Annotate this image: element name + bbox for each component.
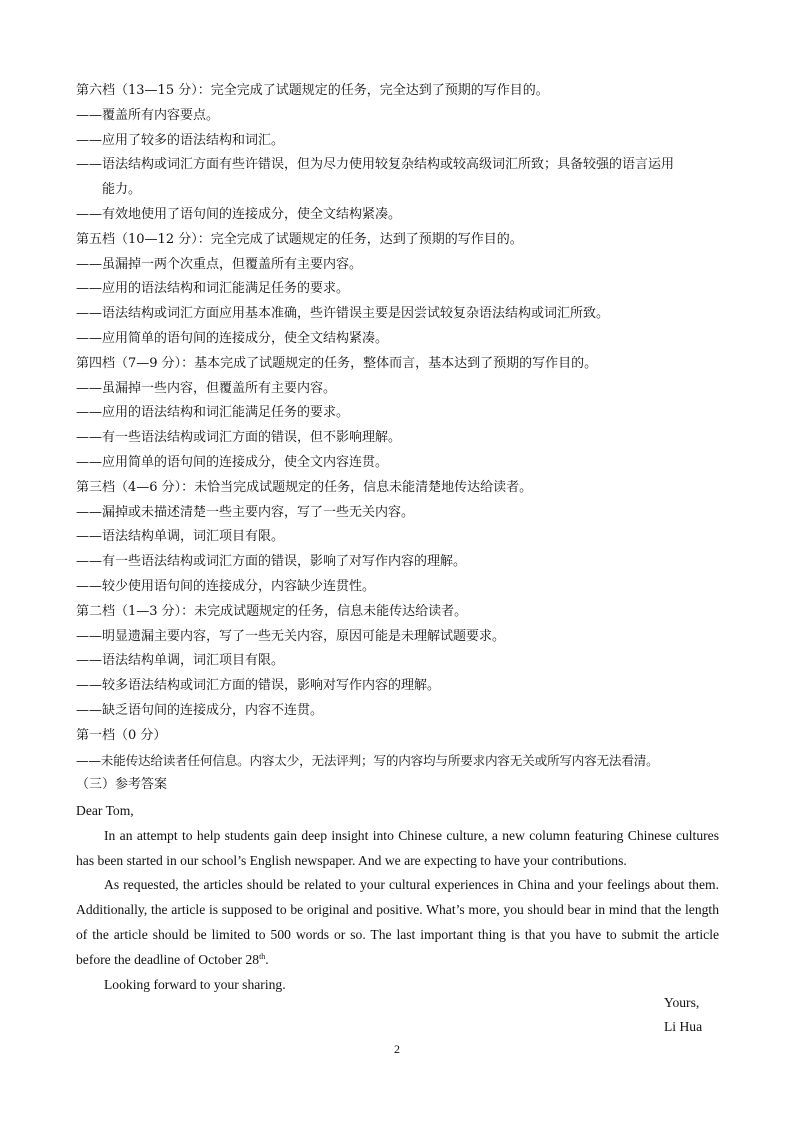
letter-salutation: Dear Tom, [76, 803, 134, 818]
letter-signature: Li Hua [664, 1019, 703, 1034]
rubric-line: ——较少使用语句间的连接成分，内容缺少连贯性。 [76, 578, 376, 594]
rubric-line: 第一档（0 分） [76, 727, 167, 743]
rubric-line: 第二档（1—3 分）：未完成试题规定的任务，信息未能传达给读者。 [76, 603, 468, 619]
letter-closing: Yours, [664, 995, 700, 1010]
rubric-line: 第五档（10—12 分）：完全完成了试题规定的任务，达到了预期的写作目的。 [76, 231, 523, 247]
rubric-line: ——语法结构或词汇方面有些许错误，但为尽力使用较复杂结构或较高级词汇所致；具备较强的语言运用 [76, 157, 675, 173]
rubric-line: ——缺乏语句间的连接成分，内容不连贯。 [76, 702, 324, 718]
page-number: 2 [394, 1042, 400, 1056]
rubric-line: ——较多语法结构或词汇方面的错误，影响对写作内容的理解。 [76, 678, 441, 694]
reference-letter [76, 799, 719, 997]
rubric-line: ——漏掉或未描述清楚一些主要内容，写了一些无关内容。 [76, 504, 415, 520]
letter-paragraph [76, 873, 719, 972]
rubric-line: ——明显遗漏主要内容，写了一些无关内容，原因可能是未理解试题要求。 [76, 628, 506, 644]
rubric-line: ——应用了较多的语法结构和词汇。 [76, 132, 285, 148]
rubric-line: ——有一些语法结构或词汇方面的错误，影响了对写作内容的理解。 [76, 554, 467, 570]
rubric-line: ——有效地使用了语句间的连接成分，使全文结构紧凑。 [76, 206, 402, 222]
rubric-line: ——语法结构单调，词汇项目有限。 [76, 529, 285, 545]
rubric-line: 能力。 [102, 182, 142, 198]
ordinal-suffix: th [259, 951, 266, 961]
section-heading: （三）参考答案 [76, 777, 168, 793]
rubric-line: ——虽漏掉一两个次重点，但覆盖所有主要内容。 [76, 256, 363, 272]
rubric-line: ——应用简单的语句间的连接成分，使全文内容连贯。 [76, 454, 389, 470]
letter-paragraph-end: . [265, 951, 269, 967]
rubric-line: ——覆盖所有内容要点。 [76, 107, 220, 123]
rubric-line: ——应用的语法结构和词汇能满足任务的要求。 [76, 281, 350, 297]
rubric-line: ——虽漏掉一些内容，但覆盖所有主要内容。 [76, 380, 337, 396]
rubric-line: ——语法结构或词汇方面应用基本准确，些许错误主要是因尝试较复杂语法结构或词汇所致。 [76, 306, 610, 322]
rubric-line: ——未能传达给读者任何信息。内容太少，无法评判；写的内容均与所要求内容无关或所写内容无法看清。 [76, 752, 659, 768]
rubric-line: 第三档（4—6 分）：未恰当完成试题规定的任务，信息未能清楚地传达给读者。 [76, 479, 533, 495]
rubric-line: ——语法结构单调，词汇项目有限。 [76, 653, 285, 669]
rubric-line: 第六档（13—15 分）：完全完成了试题规定的任务，完全达到了预期的写作目的。 [76, 83, 549, 98]
rubric-line: ——应用的语法结构和词汇能满足任务的要求。 [76, 405, 350, 421]
scoring-rubric [76, 79, 726, 798]
rubric-line: ——应用简单的语句间的连接成分，使全文结构紧凑。 [76, 330, 389, 346]
rubric-line: 第四档（7—9 分）：基本完成了试题规定的任务，整体而言，基本达到了预期的写作目的。 [76, 355, 598, 371]
letter-paragraph-text: As requested, the articles should be related to your cultural experiences in China and your feelings about them. Additionally, the article is supposed to be original and positive. What’s more, you should bear in mind that the length of the article should be limited to 500 words or so. The last important thing is that you have to submit the article before the deadline of October 28 [76, 877, 719, 967]
rubric-line: ——有一些语法结构或词汇方面的错误，但不影响理解。 [76, 430, 402, 446]
letter-paragraph: In an attempt to help students gain deep insight into Chinese culture, a new column featuring Chinese cultures has been started in our school’s English newspaper. And we are expecting to have your contributions. [76, 827, 719, 868]
letter-paragraph: Looking forward to your sharing. [104, 976, 286, 992]
